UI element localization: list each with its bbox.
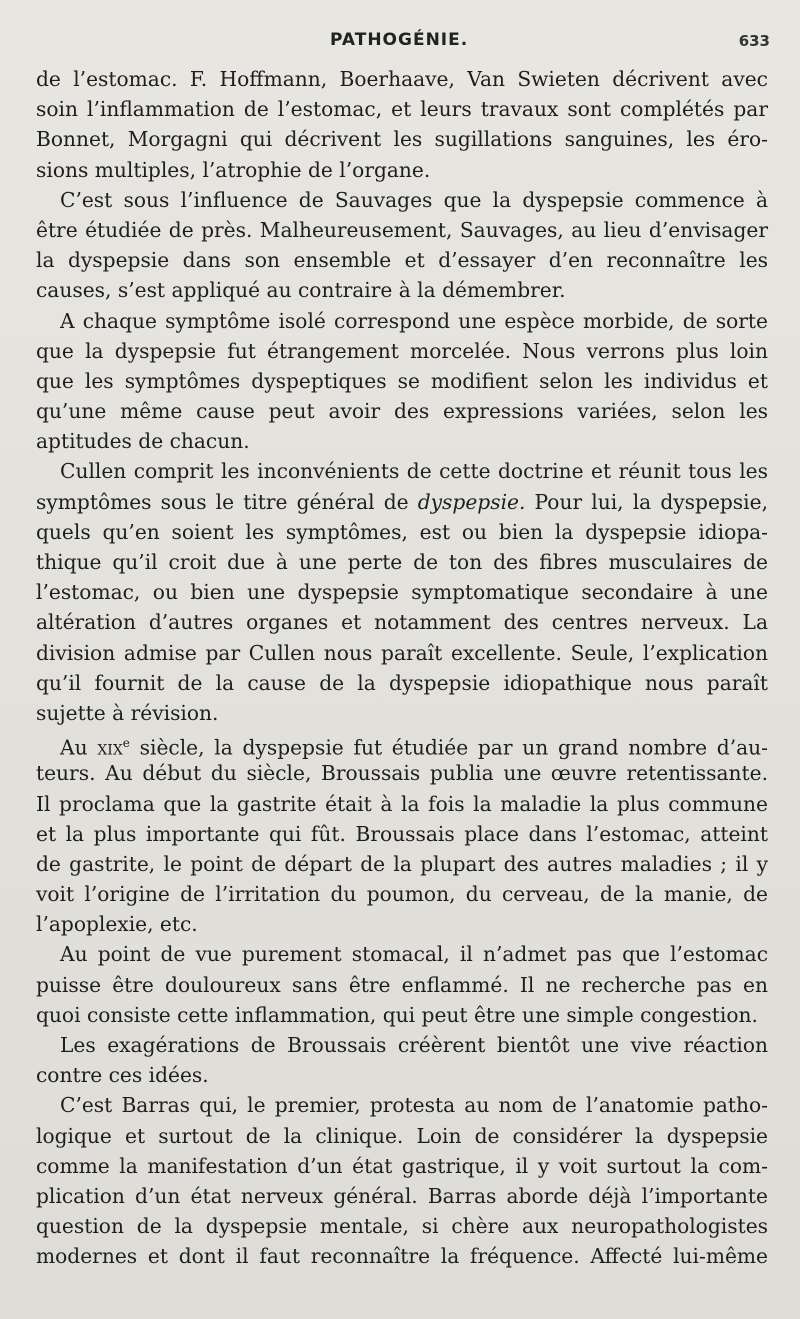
text-line: C’est sous l’influence de Sauvages que la dyspepsie commence à <box>60 187 768 212</box>
text-segment: siècle, la dyspepsie fut étudiée par un grand nombre d’au- <box>129 735 768 760</box>
text-line: question de la dyspepsie mentale, si chère aux neuropathologistes <box>36 1214 768 1239</box>
text-line: Au point de vue purement stomacal, il n’admet pas que l’estomac <box>60 942 768 967</box>
text-line: voit l’origine de l’irritation du poumon, du cerveau, de la manie, de <box>36 882 768 907</box>
text-line: altération d’autres organes et notamment des centres nerveux. La <box>36 610 768 635</box>
text-line-with-century <box>36 728 768 758</box>
text-segment: symptômes sous le titre général de <box>36 489 418 514</box>
text-line-with-emphasis <box>36 487 768 517</box>
text-line: comme la manifestation d’un état gastrique, il y voit surtout la com- <box>36 1153 768 1178</box>
text-line: causes, s’est appliqué au contraire à la démembrer. <box>36 278 566 303</box>
body-text <box>36 64 768 1272</box>
text-line: Il proclama que la gastrite était à la fois la maladie la plus commune <box>36 791 768 816</box>
text-line: modernes et dont il faut reconnaître la fréquence. Affecté lui-même <box>36 1244 768 1269</box>
text-line: thique qu’il croit due à une perte de ton des fibres musculaires de <box>36 550 768 574</box>
text-line: la dyspepsie dans son ensemble et d’essayer d’en reconnaître les <box>36 248 768 273</box>
text-line: que la dyspepsie fut étrangement morcelée. Nous verrons plus loin <box>36 338 768 363</box>
text-line: A chaque symptôme isolé correspond une espèce morbide, de sorte <box>60 308 768 333</box>
text-line: l’apoplexie, etc. <box>36 912 198 937</box>
text-line: être étudiée de près. Malheureusement, Sauvages, au lieu d’envisager <box>36 217 768 242</box>
running-header <box>0 30 800 54</box>
text-line: contre ces idées. <box>36 1063 209 1088</box>
text-segment: Au <box>60 735 98 760</box>
text-line: soin l’inflammation de l’estomac, et leurs travaux sont complétés par <box>36 97 768 122</box>
text-line: logique et surtout de la clinique. Loin de considérer la dyspepsie <box>36 1123 768 1148</box>
text-line: plication d’un état nerveux général. Barras aborde déjà l’importante <box>36 1183 768 1208</box>
text-line: teurs. Au début du siècle, Broussais publia une œuvre retentissante. <box>36 761 768 786</box>
text-line: qu’une même cause peut avoir des expressions variées, selon les <box>36 399 768 424</box>
century-superscript: e <box>122 736 130 751</box>
text-line: l’estomac, ou bien une dyspepsie symptomatique secondaire à une <box>36 580 768 605</box>
chapter-title: PATHOGÉNIE. <box>330 30 469 50</box>
century-numeral: xix <box>97 735 123 760</box>
text-line: division admise par Cullen nous paraît excellente. Seule, l’explication <box>36 640 768 665</box>
text-line: sujette à révision. <box>36 700 219 725</box>
text-line: aptitudes de chacun. <box>36 429 250 454</box>
text-line: que les symptômes dyspeptiques se modifient selon les individus et <box>36 368 768 393</box>
text-line: puisse être douloureux sans être enflammé. Il ne recherche pas en <box>36 972 768 997</box>
text-line: de l’estomac. F. Hoffmann, Boerhaave, Van Swieten décrivent avec <box>36 67 768 91</box>
text-line: Bonnet, Morgagni qui décrivent les sugillations sanguines, les éro- <box>36 127 768 152</box>
text-line: quels qu’en soient les symptômes, est ou bien la dyspepsie idiopa- <box>36 519 768 544</box>
emphasis-word: dyspepsie. <box>417 489 526 514</box>
text-line: quoi consiste cette inflammation, qui peut être une simple congestion. <box>36 1002 758 1027</box>
text-line: de gastrite, le point de départ de la plupart des autres maladies ; il y <box>36 851 768 876</box>
text-segment: Pour lui, la dyspepsie, <box>525 489 768 514</box>
text-line: qu’il fournit de la cause de la dyspepsie idiopathique nous paraît <box>36 670 768 695</box>
page-number: 633 <box>738 32 770 50</box>
text-line: C’est Barras qui, le premier, protesta au nom de l’anatomie patho- <box>60 1093 768 1118</box>
text-line: Cullen comprit les inconvénients de cette doctrine et réunit tous les <box>60 459 768 484</box>
text-line: sions multiples, l’atrophie de l’organe. <box>36 157 431 182</box>
text-line: Les exagérations de Broussais créèrent bientôt une vive réaction <box>60 1033 768 1057</box>
text-line: et la plus importante qui fût. Broussais place dans l’estomac, atteint <box>36 821 768 846</box>
